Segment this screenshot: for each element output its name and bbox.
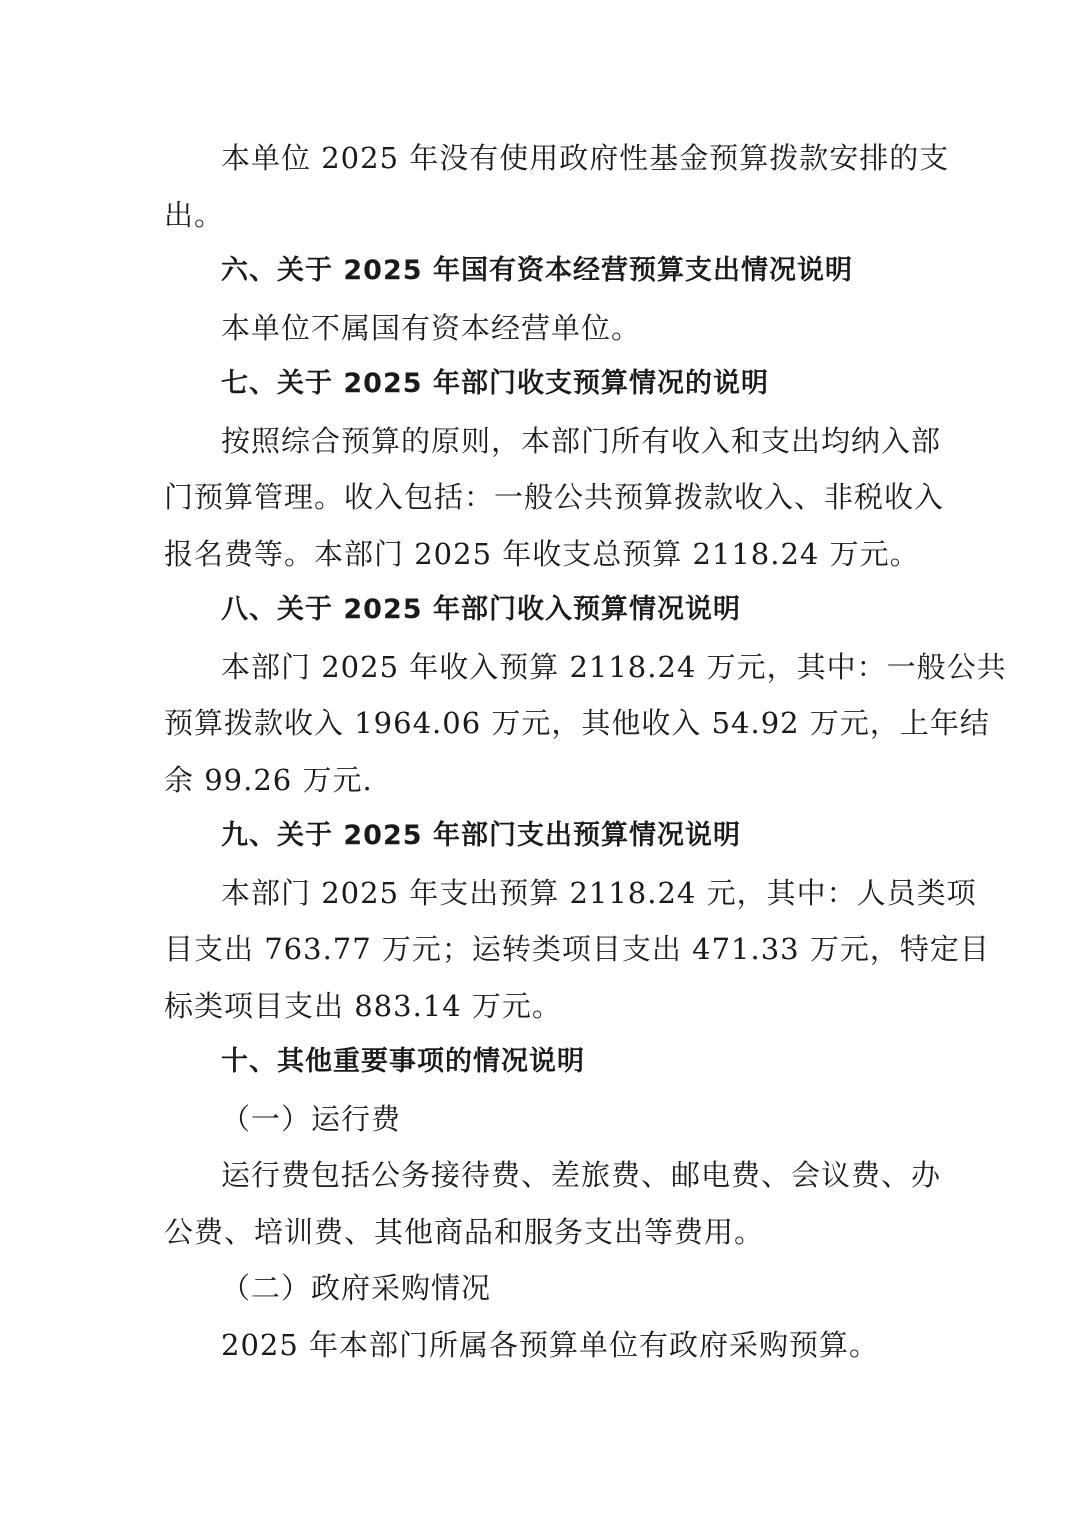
subsection-heading-1: （一）运行费 xyxy=(221,1102,402,1136)
paragraph-line: 标类项目支出 883.14 万元。 xyxy=(164,989,562,1023)
section-heading-10: 十、其他重要事项的情况说明 xyxy=(221,1046,585,1077)
section-heading-7: 七、关于 2025 年部门收支预算情况的说明 xyxy=(221,368,769,399)
section-heading-6: 六、关于 2025 年国有资本经营预算支出情况说明 xyxy=(221,255,853,286)
paragraph-line: 公费、培训费、其他商品和服务支出等费用。 xyxy=(164,1215,765,1249)
paragraph-line: 预算拨款收入 1964.06 万元，其他收入 54.92 万元，上年结 xyxy=(164,706,990,740)
paragraph-line: 目支出 763.77 万元；运转类项目支出 471.33 万元，特定目 xyxy=(164,932,990,966)
section-heading-8: 八、关于 2025 年部门收入预算情况说明 xyxy=(221,594,741,625)
paragraph-line: 本部门 2025 年收入预算 2118.24 万元，其中：一般公共 xyxy=(221,650,1007,684)
paragraph-line: 余 99.26 万元. xyxy=(164,763,373,797)
paragraph-line: 报名费等。本部门 2025 年收支总预算 2118.24 万元。 xyxy=(164,537,920,571)
paragraph-line: 2025 年本部门所属各预算单位有政府采购预算。 xyxy=(221,1328,880,1362)
subsection-heading-2: （二）政府采购情况 xyxy=(221,1271,492,1305)
paragraph-line: 本部门 2025 年支出预算 2118.24 元，其中：人员类项 xyxy=(221,876,977,910)
paragraph-line: 按照综合预算的原则，本部门所有收入和支出均纳入部 xyxy=(221,424,942,458)
section-heading-9: 九、关于 2025 年部门支出预算情况说明 xyxy=(221,820,741,851)
paragraph-line: 门预算管理。收入包括：一般公共预算拨款收入、非税收入 xyxy=(164,480,945,514)
paragraph-line: 运行费包括公务接待费、差旅费、邮电费、会议费、办 xyxy=(221,1158,942,1192)
paragraph-line: 出。 xyxy=(164,198,225,232)
paragraph-line: 本单位 2025 年没有使用政府性基金预算拨款安排的支 xyxy=(221,141,950,175)
paragraph-line: 本单位不属国有资本经营单位。 xyxy=(221,311,642,345)
